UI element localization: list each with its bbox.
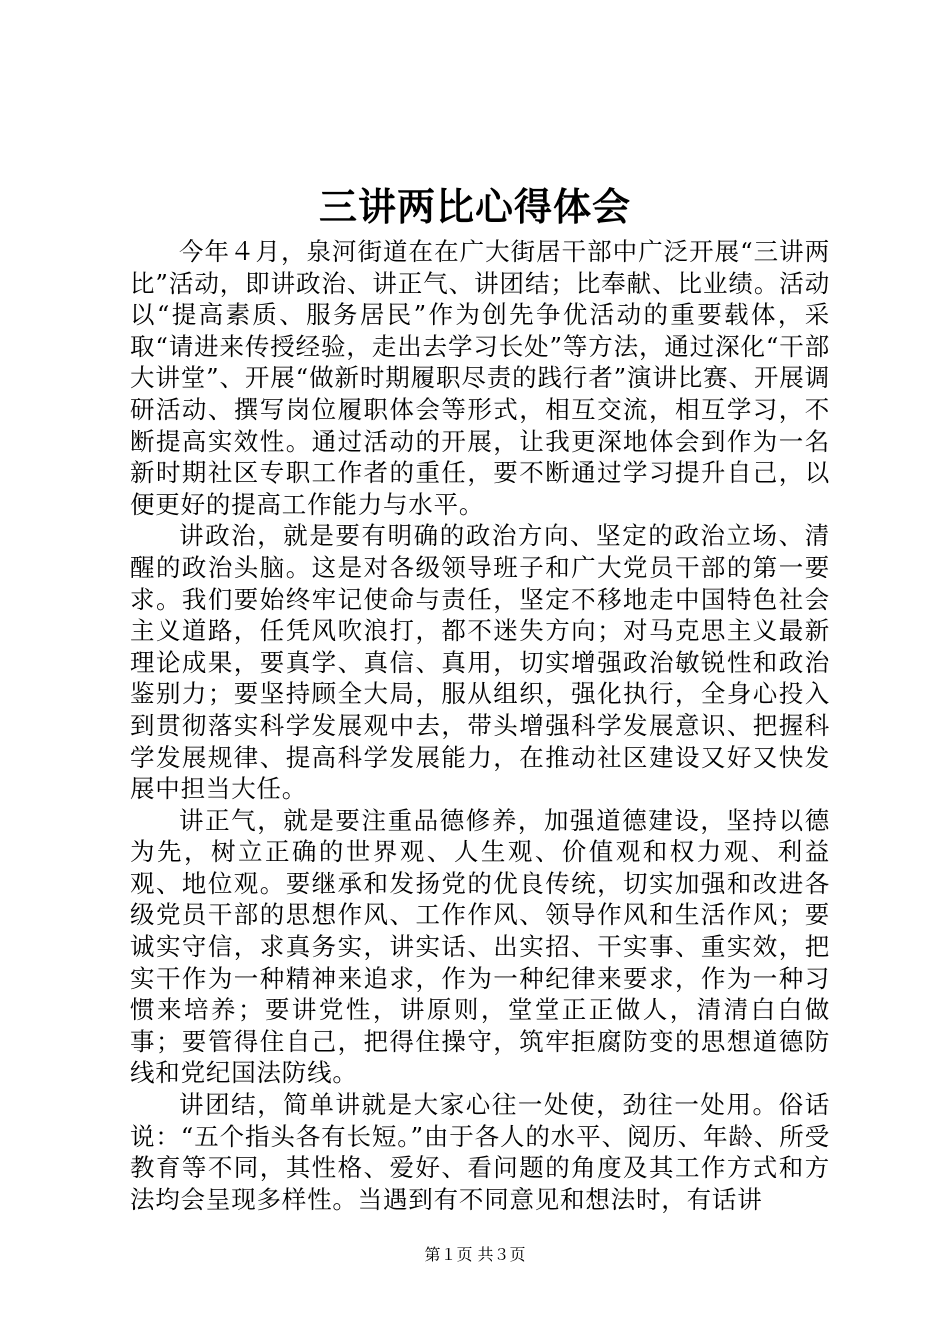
paragraph-integrity: 讲正气，就是要注重品德修养，加强道德建设，坚持以德为先，树立正确的世界观、人生观、价值观和权力观、利益观、地位观。要继承和发扬党的优良传统，切实加强和改进各级党员干部的思想作风、工作作风、领导作风和生活作风；要诚实守信，求真务实，讲实话、出实招、干实事、重实效，把实干作为一种精神来追求，作为一种纪律来要求，作为一种习惯来培养；要讲党性，讲原则，堂堂正正做人，清清白白做事；要管得住自己，把得住操守，筑牢拒腐防变的思想道德防线和党纪国法防线。	[130, 805, 830, 1088]
paragraph-intro: 今年４月，泉河街道在在广大街居干部中广泛开展“三讲两比”活动，即讲政治、讲正气、讲团结；比奉献、比业绩。活动以“提高素质、服务居民”作为创先争优活动的重要载体，采取“请进来传授经验，走出去学习长处”等方法，通过深化“干部大讲堂”、开展“做新时期履职尽责的践行者”演讲比赛、开展调研活动、撰写岗位履职体会等形式，相互交流，相互学习，不断提高实效性。通过活动的开展，让我更深地体会到作为一名新时期社区专职工作者的重任，要不断通过学习提升自己，以便更好的提高工作能力与水平。	[130, 237, 830, 519]
paragraph-unity: 讲团结，简单讲就是大家心往一处使，劲往一处用。俗话说：“五个指头各有长短。”由于各人的水平、阅历、年龄、所受教育等不同，其性格、爱好、看问题的角度及其工作方式和方法均会呈现多样性。当遇到有不同意见和想法时，有话讲	[130, 1090, 830, 1214]
page-number-footer: 第１页 共３页	[424, 1245, 526, 1264]
document-body	[130, 236, 830, 1215]
document-title: 三讲两比心得体会	[318, 184, 631, 229]
paragraph-politics: 讲政治，就是要有明确的政治方向、坚定的政治立场、清醒的政治头脑。这是对各级领导班子和广大党员干部的第一要求。我们要始终牢记使命与责任，坚定不移地走中国特色社会主义道路，任凭风吹浪打，都不迷失方向；对马克思主义最新理论成果，要真学、真信、真用，切实增强政治敏锐性和政治鉴别力；要坚持顾全大局，服从组织，强化执行，全身心投入到贯彻落实科学发展观中去，带头增强科学发展意识、把握科学发展规律、提高科学发展能力，在推动社区建设又好又快发展中担当大任。	[130, 521, 830, 804]
